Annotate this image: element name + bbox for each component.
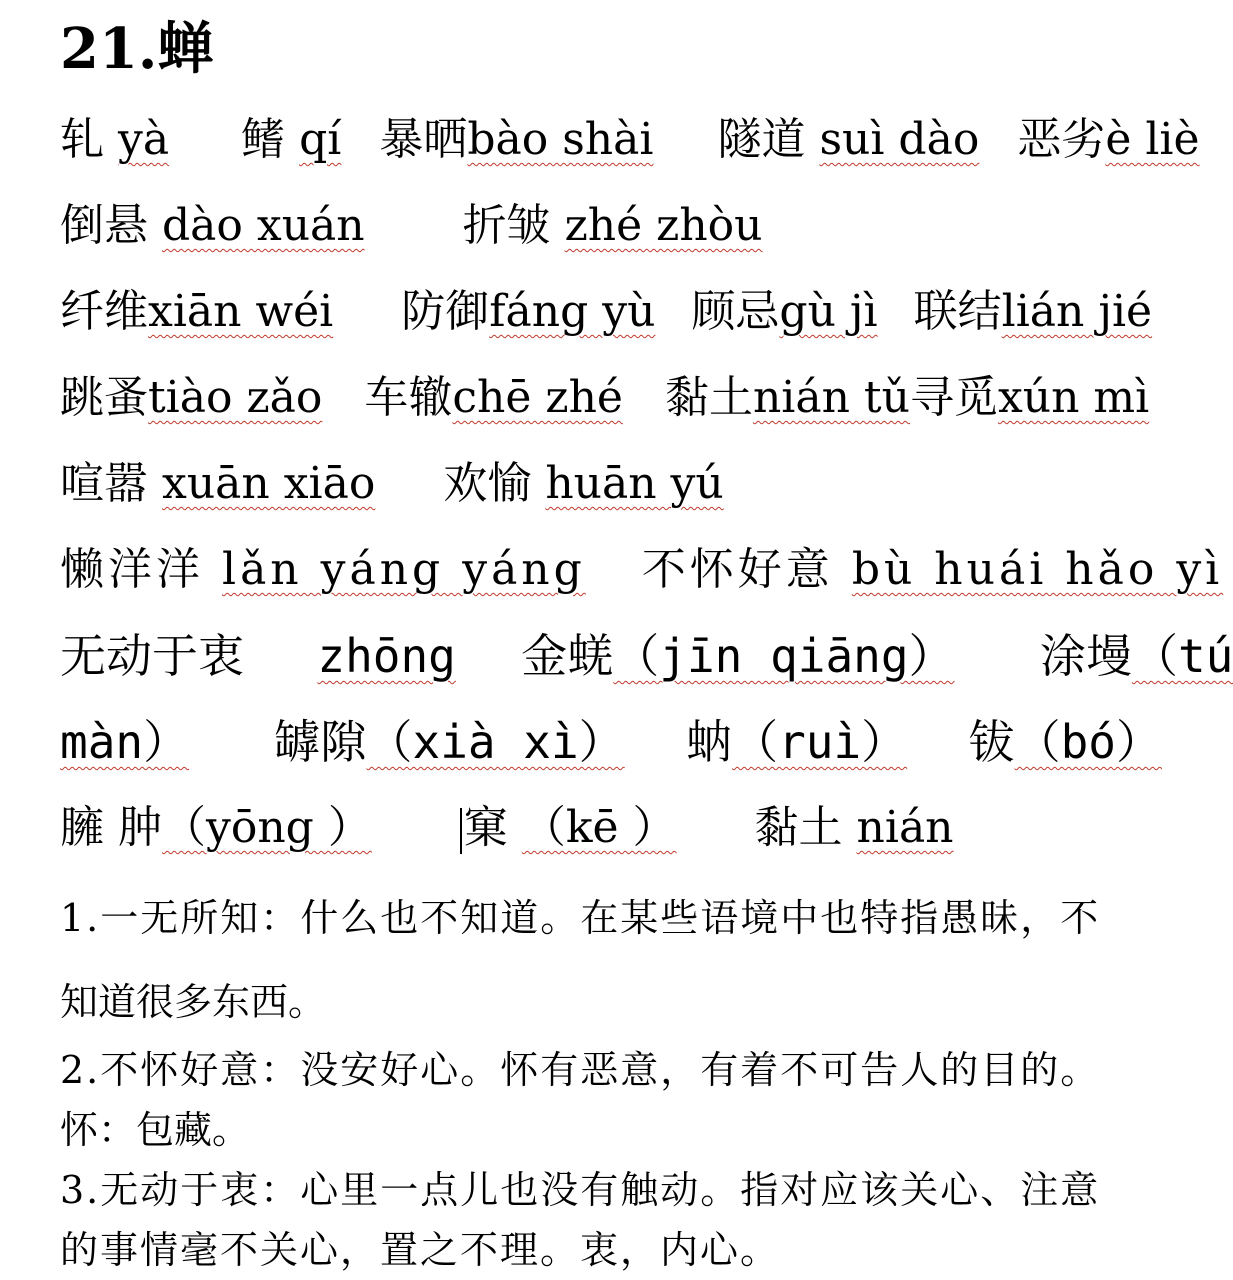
vocab-hanzi: 纤维 [60, 286, 148, 337]
vocab-pinyin: zhé zhòu [564, 200, 763, 251]
vocab-pinyin: gù jì [779, 286, 878, 337]
vocab-pinyin: huān yú [545, 458, 724, 509]
vocab-pinyin: yà [118, 114, 170, 165]
vocab-hanzi: 黏土 [754, 802, 843, 853]
note-1-line-1: 1.一无所知：什么也不知道。在某些语境中也特指愚昧，不 [60, 896, 1101, 940]
vocab-hanzi: 不怀好意 [641, 544, 834, 595]
vocab-line-1 [60, 112, 1200, 172]
vocab-pinyin: è liè [1105, 114, 1200, 165]
vocab-pinyin: （tú [1131, 629, 1233, 683]
vocab-pinyin: suì dào [819, 114, 980, 165]
vocab-hanzi: 欢愉 [443, 458, 532, 509]
vocab-hanzi: 顾忌 [691, 286, 780, 337]
vocab-hanzi: 防御 [401, 286, 490, 337]
note-1-line-2: 知道很多东西。 [60, 980, 327, 1024]
vocab-pinyin: （jīn qiāng） [613, 629, 955, 683]
note-2-line-1: 2.不怀好意：没安好心。怀有恶意，有着不可告人的目的。 [60, 1048, 1101, 1092]
vocab-hanzi: 倒悬 [60, 200, 148, 251]
vocab-hanzi: 鳍 [241, 114, 286, 165]
vocab-hanzi: 车辙 [364, 372, 453, 423]
vocab-hanzi: 寻觅 [909, 372, 998, 423]
vocab-pinyin: zhōng [317, 629, 456, 683]
vocab-pinyin: nián tǔ [752, 372, 910, 423]
vocab-pinyin: （bó） [1014, 715, 1162, 769]
vocab-pinyin: qí [299, 114, 342, 165]
vocab-hanzi: 跳蚤 [60, 372, 148, 423]
vocab-hanzi: 暴晒 [379, 114, 468, 165]
vocab-hanzi: 隧道 [717, 114, 806, 165]
vocab-pinyin: dào xuán [162, 200, 365, 251]
vocab-hanzi: 窠 [463, 802, 508, 853]
vocab-pinyin: xiān wéi [148, 286, 334, 337]
vocab-line-9 [60, 800, 1180, 860]
vocab-line-8 [60, 714, 1180, 774]
vocab-pinyin: bào shài [467, 114, 654, 165]
text-cursor [460, 808, 462, 854]
vocab-pinyin: bù huái hǎo yì [851, 544, 1224, 595]
vocab-hanzi: 蚋 [686, 715, 733, 769]
vocab-hanzi: 涂墁 [1039, 629, 1132, 683]
note-2-line-2: 怀：包藏。 [60, 1108, 251, 1152]
note-3-line-2: 的事情毫不关心，置之不理。衷，内心。 [60, 1228, 781, 1272]
vocab-pinyin: （xià xì） [366, 715, 625, 769]
vocab-hanzi: 联结 [913, 286, 1002, 337]
vocab-line-2 [60, 198, 1180, 258]
vocab-pinyin: lián jié [1001, 286, 1153, 337]
vocab-pinyin: màn） [60, 715, 190, 769]
vocab-pinyin: lǎn yáng yáng [222, 544, 586, 595]
vocab-pinyin: xún mì [997, 372, 1150, 423]
vocab-pinyin: chē zhé [452, 372, 623, 423]
vocab-hanzi: 恶劣 [1017, 114, 1106, 165]
vocab-line-7 [60, 628, 1233, 688]
vocab-hanzi: 无动于衷 [60, 629, 244, 683]
vocab-line-6 [60, 542, 1224, 602]
vocab-hanzi: 喧嚣 [60, 458, 148, 509]
vocab-hanzi: 臃 肿 [60, 802, 162, 853]
page-title: 21.蝉 [60, 16, 214, 82]
vocab-pinyin: nián [856, 802, 954, 853]
vocab-hanzi: 金蜣 [521, 629, 614, 683]
vocab-hanzi: 黏土 [664, 372, 753, 423]
vocab-hanzi: 懒洋洋 [60, 544, 204, 595]
vocab-pinyin: （yōng ） [162, 802, 372, 853]
note-3-line-1: 3.无动于衷：心里一点儿也没有触动。指对应该关心、注意 [60, 1168, 1101, 1212]
vocab-hanzi: 轧 [60, 114, 104, 165]
vocab-hanzi: 折皱 [462, 200, 551, 251]
vocab-hanzi: 罅隙 [274, 715, 367, 769]
vocab-pinyin: （ruì） [732, 715, 908, 769]
vocab-line-3 [60, 284, 1180, 344]
vocab-hanzi: 钹 [968, 715, 1015, 769]
vocab-pinyin: tiào zǎo [148, 372, 323, 423]
vocab-pinyin: fáng yù [489, 286, 656, 337]
vocab-pinyin: xuān xiāo [162, 458, 376, 509]
vocab-pinyin: （kē ） [521, 802, 677, 853]
vocab-line-5 [60, 456, 1180, 516]
vocab-line-4 [60, 370, 1180, 430]
